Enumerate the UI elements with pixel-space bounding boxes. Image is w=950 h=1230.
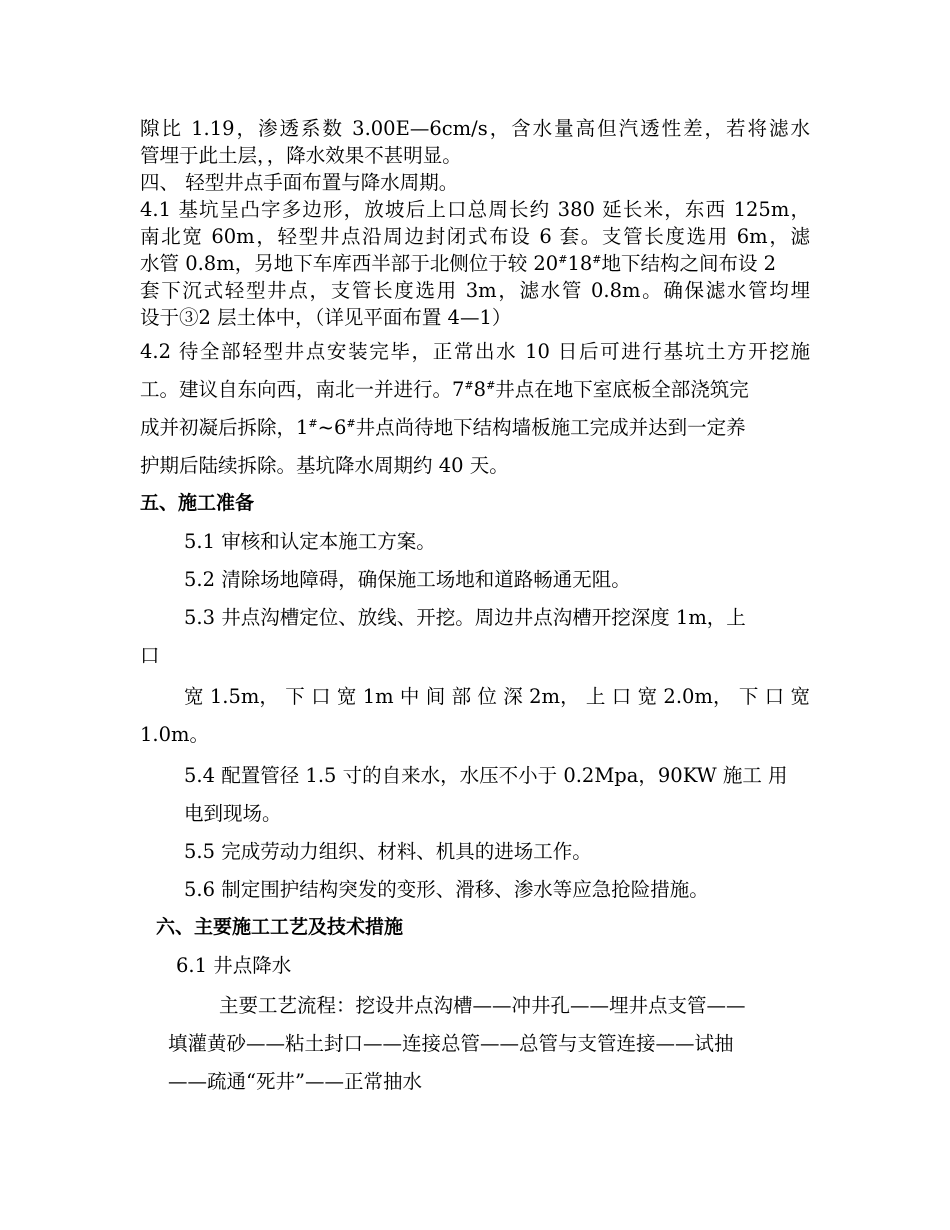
- text-line: 隙比 1.19，渗透系数 3.00E—6cm/s，含水量高但汽透性差，若将滤水: [140, 117, 810, 140]
- text-line: 4.2 待全部轻型井点安装完毕，正常出水 10 日后可进行基坑土方开挖施: [140, 340, 810, 363]
- text-line: ——疏通“死井”——正常抽水: [168, 1070, 422, 1093]
- section-heading-5: 五、施工准备: [140, 492, 255, 514]
- list-item: 5.5 完成劳动力组织、材料、机具的进场工作。: [184, 840, 592, 863]
- text-line: 电到现场。: [184, 802, 282, 825]
- section-heading-4: 四、 轻型井点手面布置与降水周期。: [140, 171, 459, 194]
- text-line: 护期后陆续拆除。基坑降水周期约 40 天。: [140, 454, 509, 477]
- list-item: 5.3 井点沟槽定位、放线、开挖。周边井点沟槽开挖深度 1m，上: [184, 606, 746, 629]
- text-line: 成并初凝后拆除，1#~6#井点尚待地下结构墙板施工完成并达到一定养: [140, 416, 746, 439]
- text-line: 管埋于此土层，，降水效果不甚明显。: [140, 144, 462, 167]
- text-line: 设于③2 层土体中，（详见平面布置 4—1）: [140, 306, 512, 329]
- section-heading-6: 六、主要施工工艺及技术措施: [156, 916, 404, 938]
- list-item: 5.4 配置管径 1.5 寸的自来水，水压不小于 0.2Mpa，90KW 施工 用: [184, 764, 788, 787]
- list-item: 5.1 审核和认定本施工方案。: [184, 530, 436, 553]
- text-line: 南北宽 60m，轻型井点沿周边封闭式布设 6 套。支管长度选用 6m，滤: [140, 225, 810, 248]
- text-line: 填灌黄砂——粘土封口——连接总管——总管与支管连接——试抽: [168, 1032, 734, 1055]
- text-line: 工。建议自东向西，南北一并进行。7#8#井点在地下室底板全部浇筑完: [140, 378, 749, 401]
- list-item: 5.6 制定围护结构突发的变形、滑移、渗水等应急抢险措施。: [184, 878, 709, 901]
- text-line: 主要工艺流程：挖设井点沟槽——冲井孔——埋井点支管——: [219, 994, 746, 1017]
- list-item: 5.2 清除场地障碍，确保施工场地和道路畅通无阻。: [184, 568, 631, 591]
- text-line: 水管 0.8m，另地下车库西半部于北侧位于较 20#18#地下结构之间布设 2: [140, 252, 777, 275]
- text-line: 4.1 基坑呈凸字多边形，放坡后上口总周长约 380 延长米，东西 125m，: [140, 198, 810, 221]
- text-line: 1.0m。: [140, 723, 210, 746]
- text-line: 套下沉式轻型井点，支管长度选用 3m，滤水管 0.8m。确保滤水管均埋: [140, 279, 810, 302]
- text-line: 宽 1.5m， 下 口 宽 1m 中 间 部 位 深 2m， 上 口 宽 2.0m， 下 口 宽: [184, 685, 810, 708]
- subsection-heading: 6.1 井点降水: [176, 954, 292, 977]
- text-line: 口: [140, 644, 160, 667]
